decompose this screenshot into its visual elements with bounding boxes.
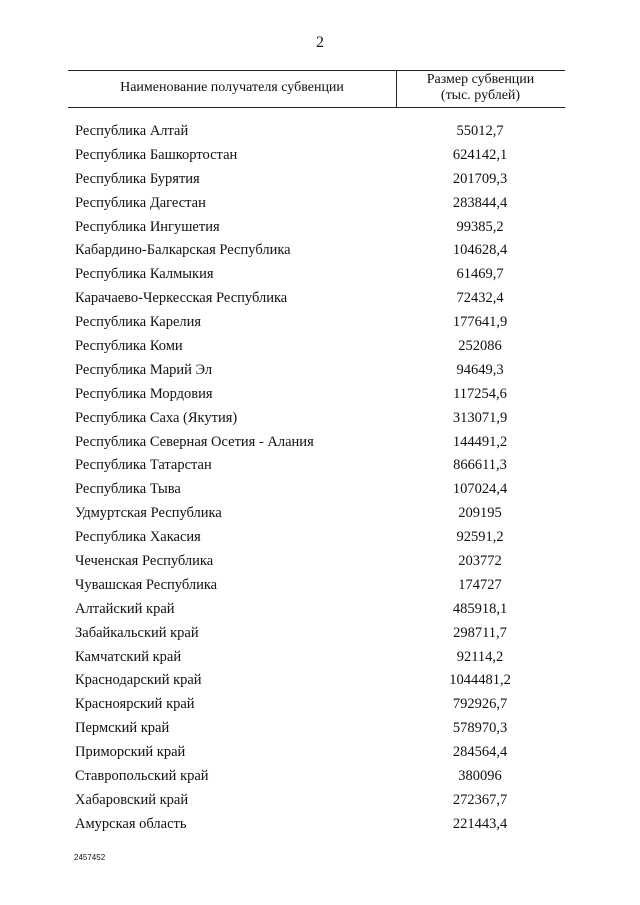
recipient-name-cell: Ставропольский край	[75, 768, 209, 785]
table-row	[75, 599, 565, 623]
subvention-amount-cell: 272367,7	[452, 791, 508, 808]
header-subvention-amount	[396, 72, 565, 104]
subvention-amount-cell: 221443,4	[452, 815, 508, 832]
recipient-name-cell: Забайкальский край	[75, 624, 199, 641]
table-row	[75, 288, 565, 312]
subvention-amount-cell: 866611,3	[453, 457, 507, 474]
subvention-amount-cell: 92591,2	[456, 529, 504, 546]
recipient-name-cell: Приморский край	[75, 744, 186, 761]
table-row	[75, 479, 565, 503]
recipient-name-cell: Удмуртская Республика	[75, 505, 222, 522]
table-row	[75, 169, 565, 193]
recipient-name-cell: Республика Татарстан	[75, 457, 212, 474]
recipient-name-cell: Республика Северная Осетия - Алания	[75, 433, 314, 450]
subvention-amount-cell: 177641,9	[452, 314, 508, 331]
subvention-amount-cell: 209195	[458, 505, 502, 522]
subvention-amount-cell: 201709,3	[452, 170, 508, 187]
recipient-name-cell: Республика Тыва	[75, 481, 181, 498]
subvention-amount-cell: 203772	[458, 553, 502, 570]
subvention-table-body	[75, 121, 565, 838]
subvention-amount-cell: 61469,7	[456, 266, 504, 283]
recipient-name-cell: Карачаево-Черкесская Республика	[75, 290, 288, 307]
table-row	[75, 193, 565, 217]
recipient-name-cell: Республика Калмыкия	[75, 266, 214, 283]
table-row	[75, 623, 565, 647]
table-row	[75, 384, 565, 408]
subvention-amount-cell: 284564,4	[452, 744, 508, 761]
table-top-rule	[68, 70, 565, 71]
recipient-name-cell: Республика Башкортостан	[75, 146, 238, 163]
header-bottom-rule	[68, 107, 565, 108]
subvention-amount-cell: 624142,1	[452, 146, 508, 163]
table-row	[75, 432, 565, 456]
table-row	[75, 670, 565, 694]
recipient-name-cell: Республика Марий Эл	[75, 361, 213, 378]
table-row	[75, 766, 565, 790]
subvention-amount-cell: 313071,9	[452, 409, 508, 426]
recipient-name-cell: Республика Саха (Якутия)	[75, 409, 238, 426]
subvention-amount-cell: 117254,6	[453, 385, 507, 402]
subvention-amount-cell: 174727	[458, 576, 502, 593]
subvention-amount-cell: 298711,7	[453, 624, 507, 641]
subvention-amount-cell: 485918,1	[452, 600, 508, 617]
recipient-name-cell: Республика Бурятия	[75, 170, 200, 187]
recipient-name-cell: Камчатский край	[75, 648, 182, 665]
table-row	[75, 718, 565, 742]
table-row	[75, 264, 565, 288]
page-number: 2	[316, 34, 324, 51]
recipient-name-cell: Республика Ингушетия	[75, 218, 220, 235]
subvention-amount-cell: 104628,4	[452, 242, 508, 259]
recipient-name-cell: Чувашская Республика	[75, 576, 218, 593]
subvention-amount-cell: 252086	[458, 338, 502, 355]
table-row	[75, 694, 565, 718]
table-row	[75, 121, 565, 145]
subvention-amount-cell: 578970,3	[452, 720, 508, 737]
recipient-name-cell: Республика Дагестан	[75, 194, 206, 211]
recipient-name-cell: Республика Мордовия	[75, 385, 213, 402]
recipient-name-cell: Краснодарский край	[75, 672, 202, 689]
table-row	[75, 240, 565, 264]
table-row	[75, 790, 565, 814]
header-amount-unit: (тыс. рублей)	[440, 88, 521, 103]
subvention-amount-cell: 792926,7	[452, 696, 508, 713]
subvention-amount-cell: 144491,2	[452, 433, 508, 450]
table-row	[75, 742, 565, 766]
recipient-name-cell: Кабардино-Балкарская Республика	[75, 242, 291, 259]
table-row	[75, 551, 565, 575]
recipient-name-cell: Чеченская Республика	[75, 553, 214, 570]
table-row	[75, 408, 565, 432]
recipient-name-cell: Республика Карелия	[75, 314, 202, 331]
recipient-name-cell: Республика Алтай	[75, 123, 189, 139]
subvention-amount-cell: 94649,3	[456, 361, 504, 378]
recipient-name-cell: Алтайский край	[75, 600, 175, 617]
table-row	[75, 647, 565, 671]
table-row	[75, 312, 565, 336]
header-amount-title: Размер субвенции	[426, 72, 535, 87]
subvention-amount-cell: 55012,7	[456, 123, 504, 139]
recipient-name-cell: Амурская область	[75, 815, 187, 832]
subvention-amount-cell: 107024,4	[452, 481, 508, 498]
table-row	[75, 527, 565, 551]
document-code: 2457452	[74, 853, 106, 862]
recipient-name-cell: Республика Хакасия	[75, 529, 201, 546]
recipient-name-cell: Республика Коми	[75, 338, 183, 355]
subvention-amount-cell: 283844,4	[452, 194, 508, 211]
recipient-name-cell: Пермский край	[75, 720, 170, 737]
table-row	[75, 336, 565, 360]
table-row	[75, 575, 565, 599]
subvention-amount-cell: 380096	[458, 768, 502, 785]
recipient-name-cell: Красноярский край	[75, 696, 195, 713]
header-recipient-name: Наименование получателя субвенции	[120, 80, 344, 95]
table-row	[75, 360, 565, 384]
table-row	[75, 217, 565, 241]
subvention-amount-cell: 99385,2	[456, 218, 504, 235]
table-row	[75, 145, 565, 169]
table-row	[75, 503, 565, 527]
subvention-amount-cell: 92114,2	[456, 648, 504, 665]
subvention-amount-cell: 1044481,2	[449, 672, 511, 689]
recipient-name-cell: Хабаровский край	[75, 791, 189, 808]
table-row	[75, 814, 565, 838]
table-row	[75, 455, 565, 479]
subvention-amount-cell: 72432,4	[456, 290, 504, 307]
